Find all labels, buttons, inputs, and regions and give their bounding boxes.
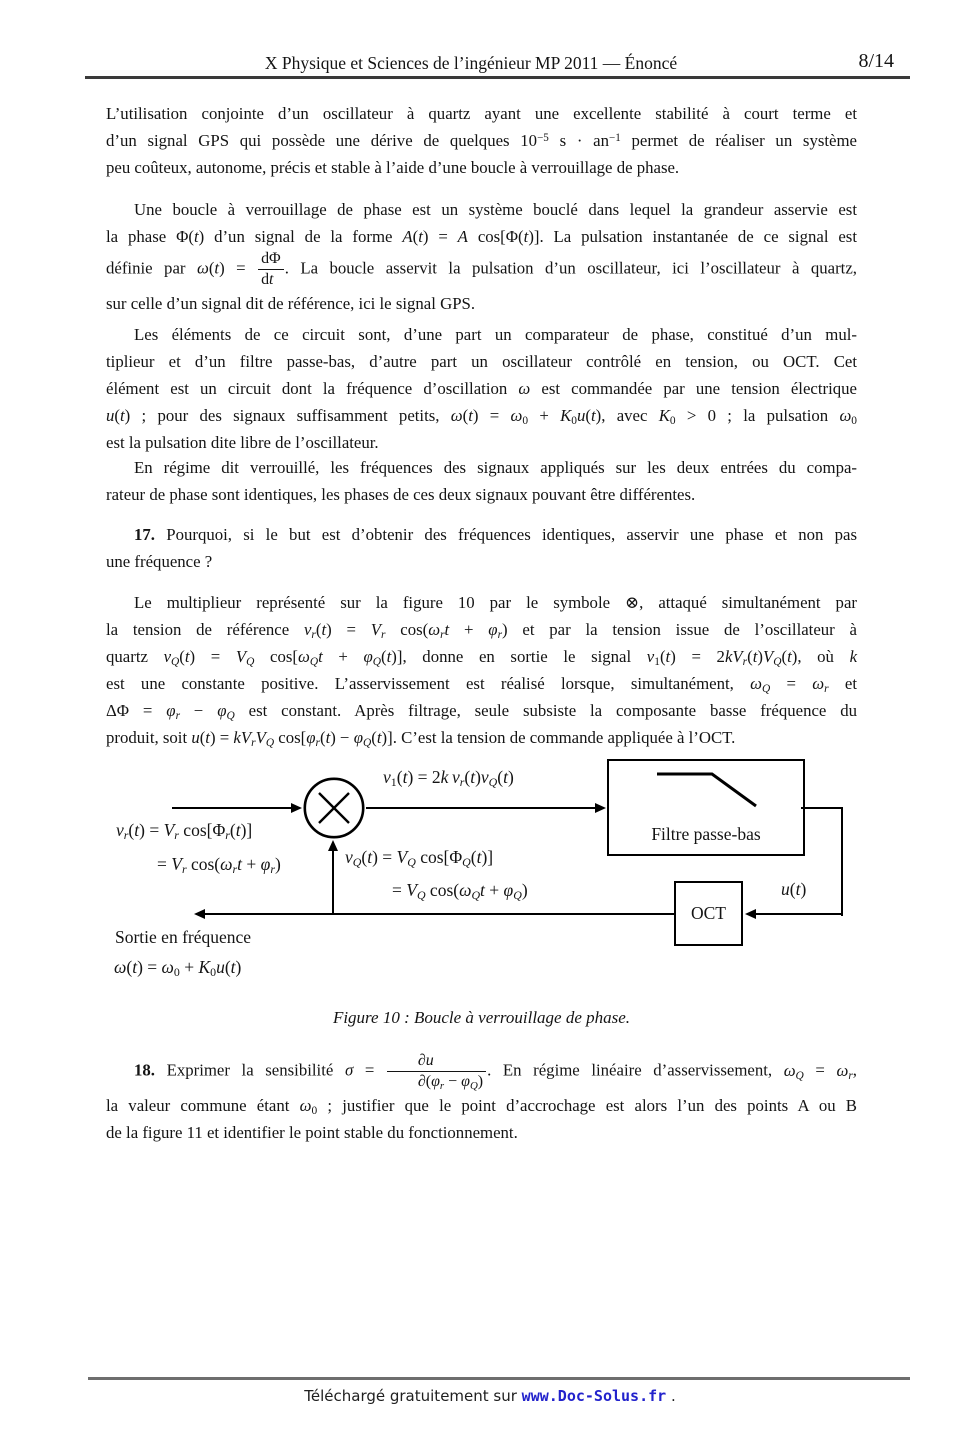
question-17 [106, 521, 857, 575]
footer-rule [88, 1377, 910, 1380]
footer-link[interactable]: www.Doc-Solus.fr [521, 1387, 667, 1405]
text-line: tiplieur et d’un filtre passe-bas, d’autre part un oscillateur contrôlé en tension, ou OCT. Cet [106, 352, 857, 371]
paragraph-circuit-elements [106, 321, 857, 456]
text-line: Une boucle à verrouillage de phase est un système bouclé dans lequel la grandeur asservie est [134, 200, 857, 219]
wire-reference-input [172, 807, 291, 809]
frequency-output-equation: $\omega(t) = \omega_0 + K_0u(t)$ [114, 957, 242, 979]
text-line: Les éléments de ce circuit sont, d’une part un comparateur de phase, constitué d’un mul- [134, 325, 857, 344]
arrowhead-frequency-output-icon [194, 909, 205, 919]
figure-10-pll-diagram [0, 750, 980, 990]
text-line: définie par ω(t) = $\frac{d\Phi}{dt}$ . La boucle asservit la pulsation d’un oscillateur, ici l’oscillateur à quartz, [106, 250, 857, 289]
text-line: la valeur commune étant $\omega_0$ ; justifier que le point d’accrochage est alors l’un des points A ou B [106, 1095, 858, 1117]
arrowhead-oct-input-icon [745, 909, 756, 919]
wire-filter-output-h [801, 807, 843, 809]
text-line: $\Delta\Phi = \varphi_r - \varphi_Q$ est constant. Après filtrage, seule subsiste la composante basse fréquence du [106, 701, 858, 722]
lowpass-response-icon [649, 765, 769, 811]
text-line: de la figure 11 et identifier le point stable du fonctionnement. [106, 1122, 518, 1142]
wire-feedback [205, 913, 674, 915]
page-title: X Physique et Sciences de l’ingénieur MP 2011 — Énoncé [264, 53, 678, 73]
multiplier-icon [303, 777, 365, 839]
oct-box [674, 881, 743, 946]
vq-equation-line1: $v_Q(t) = V_Q$ $\cos[\Phi_Q(t)]$ [345, 847, 494, 869]
text-line: En régime dit verrouillé, les fréquences des signaux appliqués sur les deux entrées du compa- [134, 458, 857, 477]
vq-equation-line2: = $V_Q$ $\cos(\omega_Qt + \varphi_Q)$ [392, 880, 528, 902]
text-line: la tension de référence $v_r(t) = V_r$ $\cos(\omega_rt + \varphi_r)$ et par la tension issue de l’oscillateur à [106, 620, 857, 641]
text-line: est la pulsation dite libre de l’oscillateur. [106, 433, 379, 452]
question-18 [106, 1052, 857, 1146]
wire-filter-output-v [841, 807, 843, 916]
vr-equation-line2: = $V_r$ $\cos(\omega_rt + \varphi_r)$ [157, 854, 281, 876]
text-line: rateur de phase sont identiques, les phases de ces deux signaux pouvant être différentes. [106, 485, 696, 504]
text-line: sur celle d’un signal dit de référence, ici le signal GPS. [106, 293, 476, 313]
filter-label: Filtre passe-bas [651, 824, 761, 844]
text-line: est une constante positive. L’asservissement est réalisé lorsque, simultanément, $\omega_Q = \omega_r$ et [106, 674, 858, 695]
text-line: élément est un circuit dont la fréquence d’oscillation ω est commandée par une tension électrique [106, 379, 858, 398]
footer [0, 1387, 980, 1405]
figure-caption: Figure 10 : Boucle à verrouillage de phase. [332, 1008, 631, 1027]
text-line: d’un signal GPS qui possède une dérive de quelques $10^{-5}$ $s \cdot an^{-1}$ permet de réaliser un système [106, 131, 857, 150]
text-line: quartz $v_Q(t) = V_Q$ $\cos[\omega_Qt + \varphi_Q(t)]$, donne en sortie le signal $v_1(t) = 2kV_r(t)V_Q(t)$, où k [106, 647, 858, 668]
vr-equation-line1: $v_r(t) = V_r$ $\cos[\Phi_r(t)]$ [116, 820, 253, 842]
oct-label: OCT [691, 903, 726, 923]
paragraph-multiplier [106, 589, 857, 751]
text-line: 18. Exprimer la sensibilité σ = $\frac{\partial u}{\partial(\varphi_r - \varphi_Q)}$ . En régime linéaire d’asservissement, $\omega_Q = \omega_r$, [134, 1052, 857, 1093]
text-line: la phase Φ(t) d’un signal de la forme A(t) = A cos[Φ(t)]. La pulsation instantanée de ce signal est [106, 227, 857, 246]
text-line: Le multiplieur représenté sur la figure 10 par le symbole ⊗, attaqué simultanément par [134, 593, 857, 612]
paragraph-locked-regime [106, 454, 857, 508]
text-line: L’utilisation conjointe d’un oscillateur à quartz ayant une excellente stabilité à court terme et [106, 104, 857, 123]
filter-box [607, 759, 805, 856]
arrowhead-multiplier-input-icon [328, 840, 338, 851]
arrowhead-filter-input-icon [595, 803, 606, 813]
arrowhead-reference-input-icon [291, 803, 302, 813]
page-number: 8/14 [858, 50, 894, 72]
paragraph-pll-definition [106, 196, 857, 317]
text-line: u(t) ; pour des signaux suffisamment petits, $\omega(t) = \omega_0 + K_0u(t)$, avec $K_0 > 0$ ; la pulsation $\omega_0$ [106, 406, 857, 427]
u-signal-label: u(t) [781, 879, 807, 899]
wire-branch-up [332, 850, 334, 915]
footer-suffix: . [666, 1387, 676, 1405]
text-line: 17. Pourquoi, si le but est d’obtenir des fréquences identiques, asservir une phase et non pas [134, 525, 857, 544]
wire-mult-to-filter [366, 807, 595, 809]
v1-signal-label: $v_1(t) = 2k$ $v_r(t)v_Q(t)$ [383, 767, 514, 789]
text-line: produit, soit $u(t) = kV_rV_Q$ $\cos[\varphi_r(t) - \varphi_Q(t)]$. C’est la tension de commande appliquée à l’OCT. [106, 728, 736, 749]
text-line: une fréquence ? [106, 552, 213, 571]
paragraph-intro [106, 100, 857, 181]
text-line: peu coûteux, autonome, précis et stable à l’aide d’une boucle à verrouillage de phase. [106, 158, 680, 177]
frequency-output-title: Sortie en fréquence [115, 927, 252, 947]
header-rule [85, 76, 910, 79]
wire-oct-input [756, 913, 843, 915]
footer-prefix: Téléchargé gratuitement sur [304, 1387, 522, 1405]
